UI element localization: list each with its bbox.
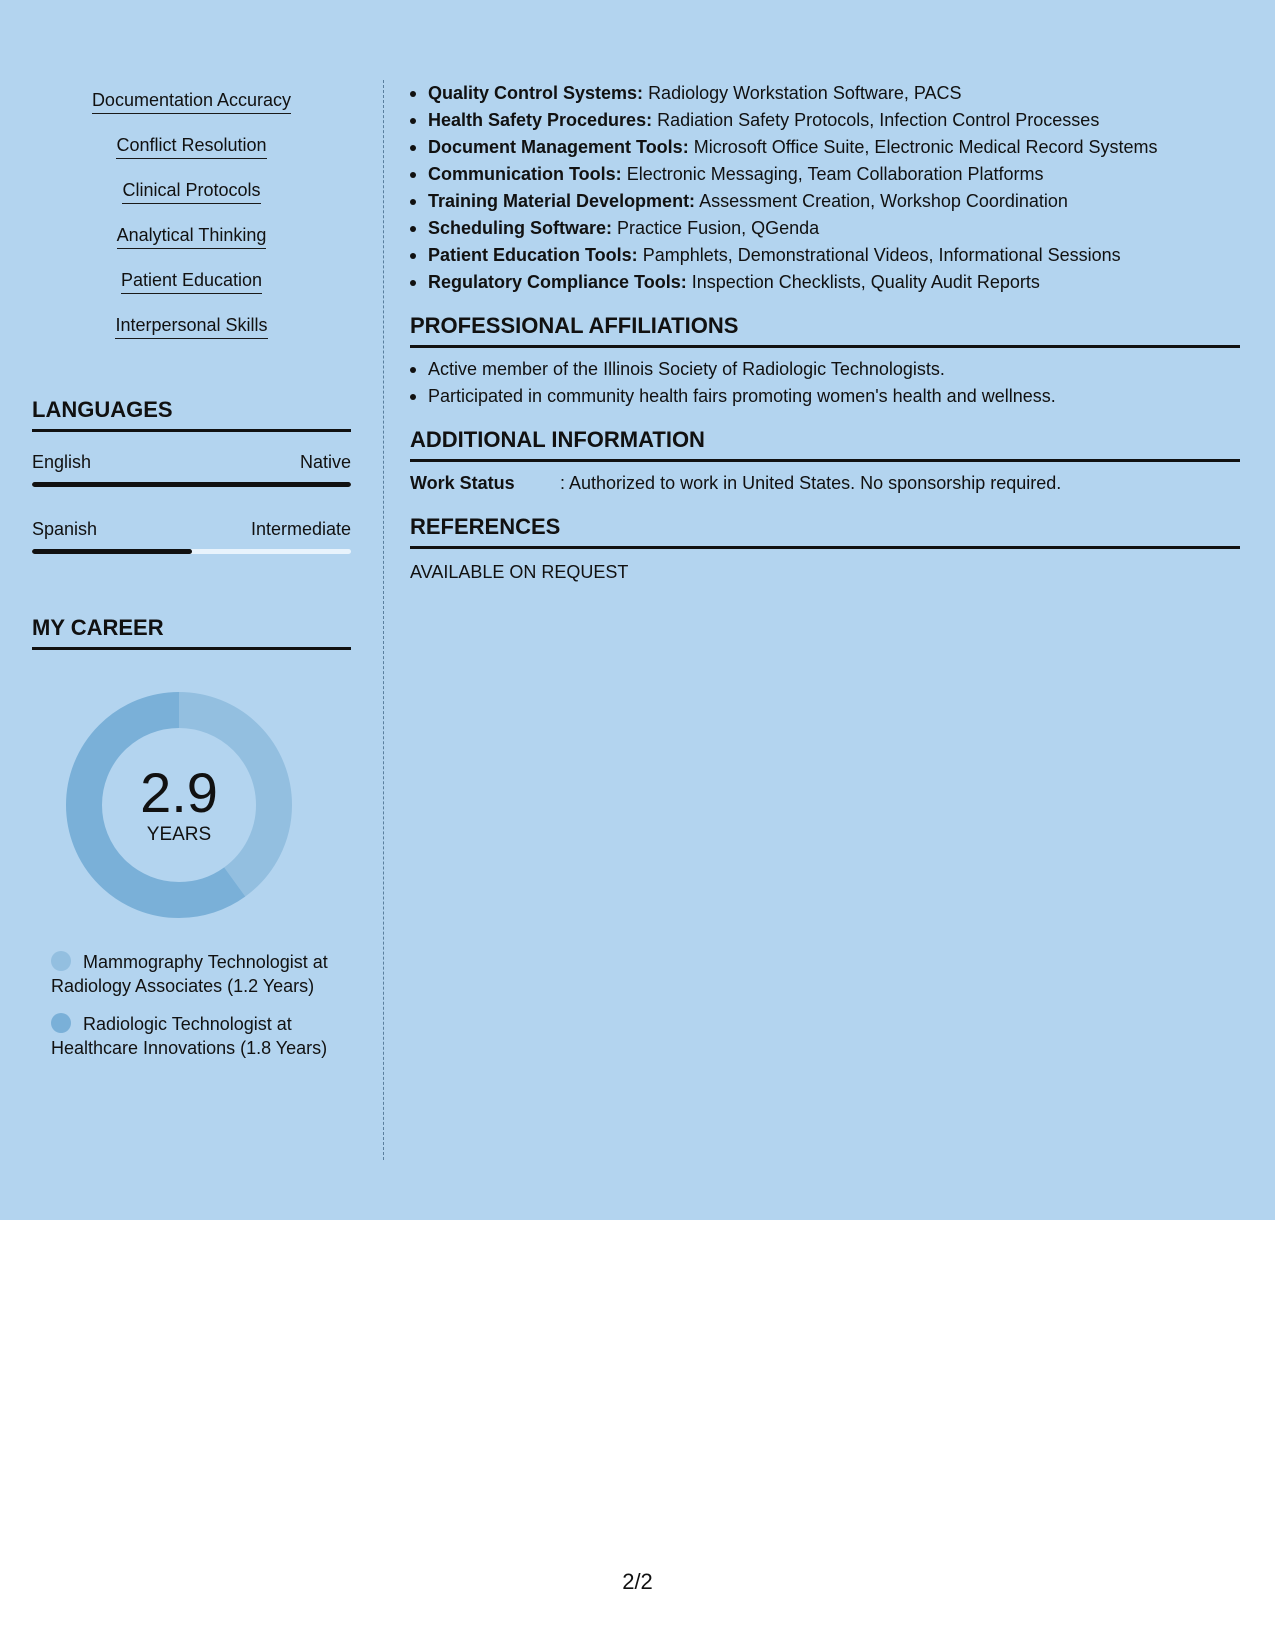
tools-list <box>410 80 1240 296</box>
legend-item <box>51 1012 331 1060</box>
legend-item <box>51 950 331 998</box>
skill-item: Analytical Thinking <box>117 223 267 249</box>
affiliations-section <box>410 312 1240 410</box>
career-legend <box>32 950 351 1060</box>
language-english <box>32 450 351 487</box>
additional-info-title: ADDITIONAL INFORMATION <box>410 426 1240 462</box>
career-total-value: 2.9 <box>140 761 218 824</box>
language-level: Native <box>299 452 351 472</box>
legend-dot-icon <box>51 951 71 971</box>
skill-item: Conflict Resolution <box>116 133 266 159</box>
tool-label: Communication Tools: <box>428 164 622 184</box>
language-name: Spanish <box>32 519 98 539</box>
tool-item <box>410 80 1240 107</box>
skill-item-wrap <box>32 125 351 170</box>
references-text: AVAILABLE ON REQUEST <box>410 562 629 582</box>
legend-dot-icon <box>51 1013 71 1033</box>
language-bar-fill <box>32 482 351 487</box>
tool-text: Pamphlets, Demonstrational Videos, Informational Sessions <box>642 245 1121 265</box>
skill-item-wrap <box>32 215 351 260</box>
right-column <box>410 80 1240 586</box>
work-status-row <box>410 470 1240 497</box>
tool-item <box>410 215 1240 242</box>
donut-center <box>64 690 294 920</box>
language-bar <box>32 482 351 487</box>
references-section <box>410 513 1240 586</box>
language-bar-fill <box>32 549 192 554</box>
work-status-label: Work Status <box>410 473 515 493</box>
tool-item <box>410 242 1240 269</box>
skill-item: Interpersonal Skills <box>115 313 267 339</box>
tool-item <box>410 161 1240 188</box>
skill-item: Documentation Accuracy <box>92 88 291 114</box>
tool-text: Microsoft Office Suite, Electronic Medical Record Systems <box>693 137 1158 157</box>
tool-text: Practice Fusion, QGenda <box>617 218 820 238</box>
tool-text: Radiology Workstation Software, PACS <box>648 83 962 103</box>
tool-label: Patient Education Tools: <box>428 245 638 265</box>
references-title: REFERENCES <box>410 513 1240 549</box>
affiliations-list <box>410 356 1240 410</box>
skill-item-wrap <box>32 80 351 125</box>
legend-label: Radiologic Technologist at Healthcare Innovations (1.8 Years) <box>51 1014 328 1058</box>
language-row <box>32 517 351 541</box>
work-status-value: : Authorized to work in United States. No sponsorship required. <box>560 473 1062 493</box>
tool-item <box>410 107 1240 134</box>
skill-item-wrap <box>32 170 351 215</box>
tool-text: Assessment Creation, Workshop Coordination <box>699 191 1068 211</box>
tool-label: Quality Control Systems: <box>428 83 644 103</box>
tool-item <box>410 134 1240 161</box>
skill-item: Clinical Protocols <box>122 178 260 204</box>
skill-item-wrap <box>32 260 351 305</box>
language-name: English <box>32 452 92 472</box>
skill-item-wrap <box>32 305 351 350</box>
tool-item <box>410 269 1240 296</box>
tool-label: Regulatory Compliance Tools: <box>428 272 687 292</box>
language-spanish <box>32 517 351 554</box>
career-donut <box>64 690 294 920</box>
tool-item <box>410 188 1240 215</box>
languages-title: LANGUAGES <box>32 396 351 432</box>
language-level: Intermediate <box>250 519 351 539</box>
column-divider <box>383 80 384 1160</box>
additional-info-section <box>410 426 1240 497</box>
languages-section <box>32 396 351 554</box>
tool-label: Document Management Tools: <box>428 137 689 157</box>
career-title: MY CAREER <box>32 614 351 650</box>
tool-text: Electronic Messaging, Team Collaboration Platforms <box>626 164 1044 184</box>
language-row <box>32 450 351 474</box>
tool-label: Health Safety Procedures: <box>428 110 653 130</box>
skills-list <box>32 80 351 350</box>
tool-text: Inspection Checklists, Quality Audit Reports <box>691 272 1040 292</box>
affiliations-title: PROFESSIONAL AFFILIATIONS <box>410 312 1240 348</box>
skill-item: Patient Education <box>121 268 262 294</box>
legend-label: Mammography Technologist at Radiology Associates (1.2 Years) <box>51 952 328 996</box>
career-total-unit: YEARS <box>146 824 212 845</box>
tool-text: Radiation Safety Protocols, Infection Control Processes <box>657 110 1100 130</box>
language-bar <box>32 549 351 554</box>
affiliation-item: Active member of the Illinois Society of Radiologic Technologists. <box>410 356 1240 383</box>
career-section <box>32 614 351 1060</box>
affiliation-item: Participated in community health fairs promoting women's health and wellness. <box>410 383 1240 410</box>
page-number: 2/2 <box>622 1569 653 1594</box>
tool-label: Training Material Development: <box>428 191 696 211</box>
left-column <box>32 80 351 1074</box>
tool-label: Scheduling Software: <box>428 218 613 238</box>
